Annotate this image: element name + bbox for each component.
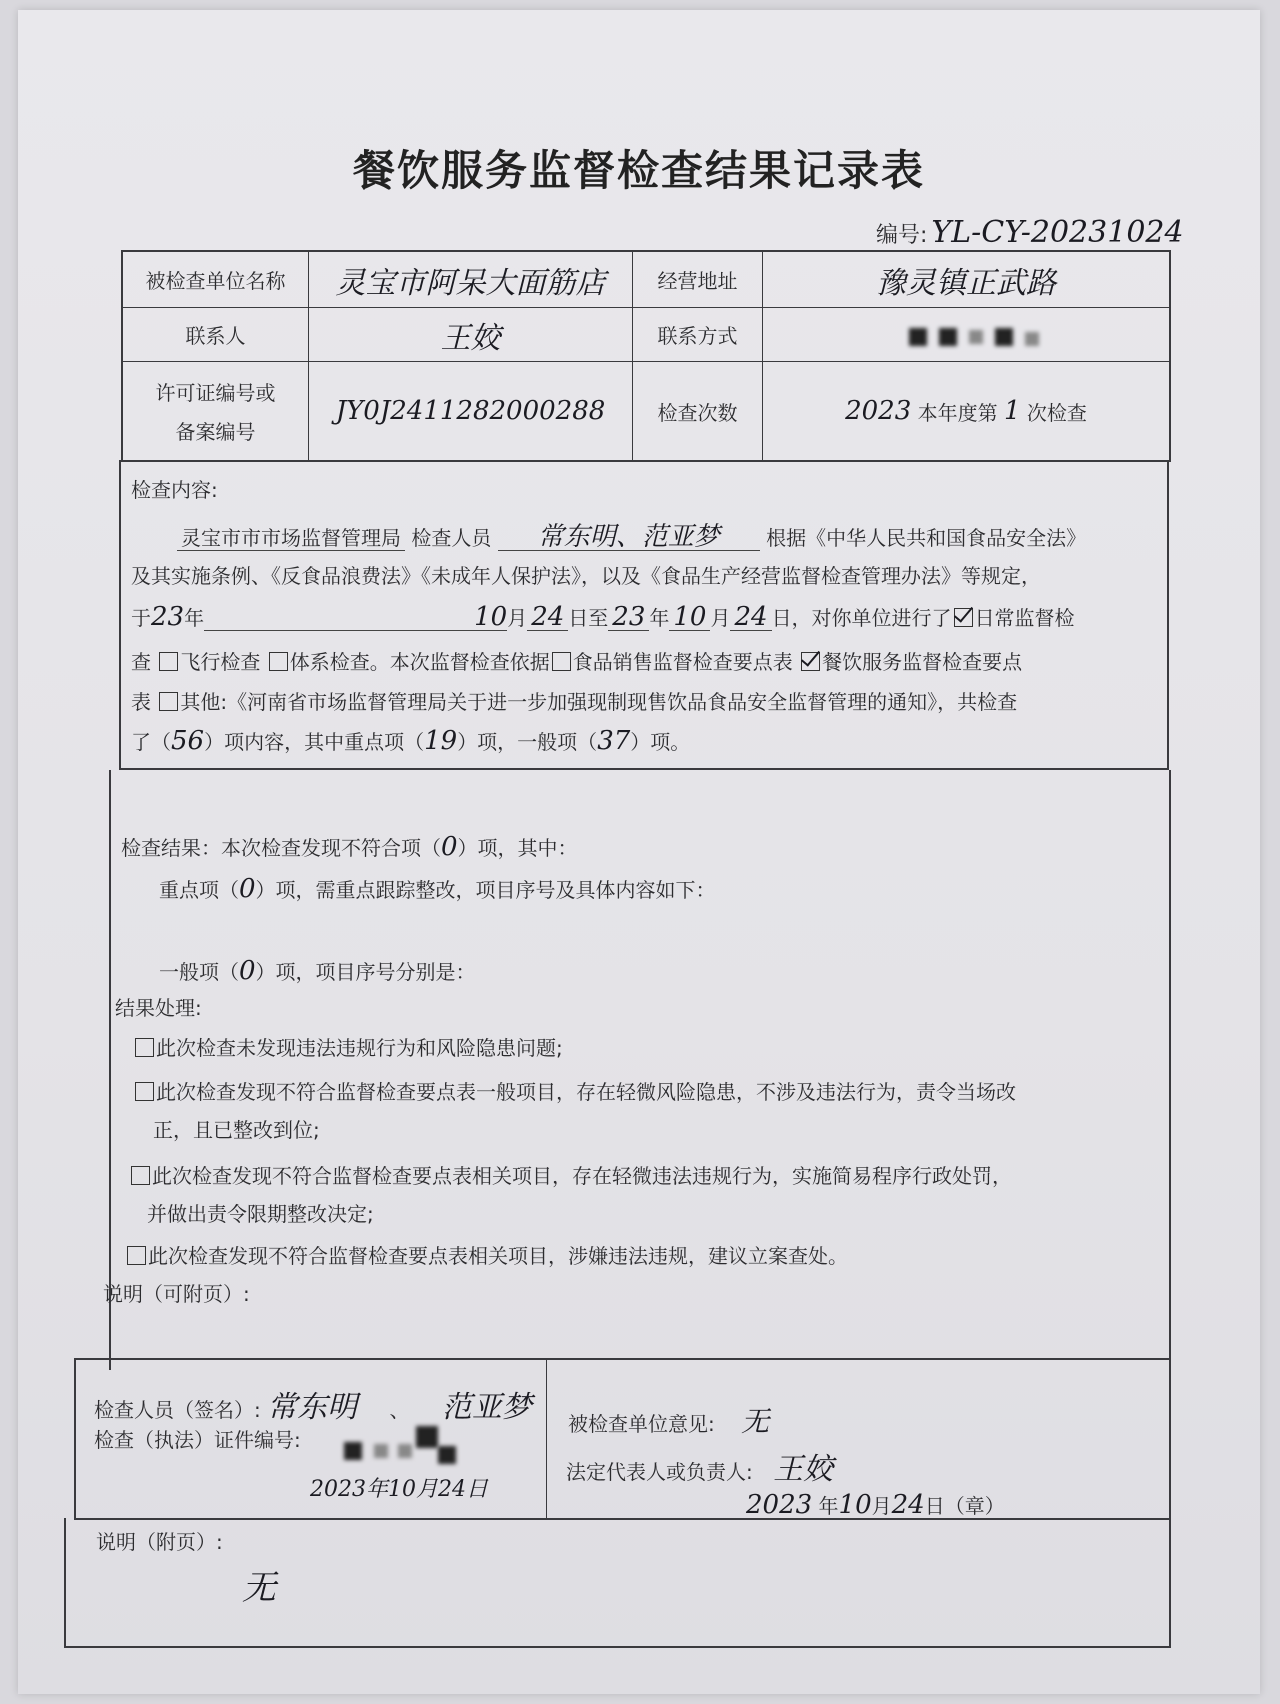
contact-label: 联系人 [123, 308, 309, 362]
phone-value-redacted [763, 308, 1169, 362]
flight-check-label: 飞行检查 [180, 650, 261, 674]
text-month-2: 月 [710, 606, 731, 630]
other-label: 其他:《河南省市场监督管理局关于进一步加强现制现售饮品食品安全监督管理的通知》，共检查 [180, 690, 1018, 714]
result-line-1 [121, 832, 578, 862]
redaction-block [438, 1446, 456, 1464]
text-general: ）项，一般项（ [457, 730, 598, 754]
start-day: 24 [531, 602, 565, 632]
general-label: 一般项（ [159, 960, 239, 984]
license-value [309, 362, 633, 460]
food-sales-label: 食品销售监督检查要点表 [572, 650, 793, 674]
license-label-line1: 许可证编号或 [155, 381, 276, 405]
footer-note-section [64, 1518, 1171, 1648]
end-month: 10 [673, 602, 707, 632]
unit-name-label: 被检查单位名称 [123, 252, 309, 308]
option-1-text: 此次检查未发现违法违规行为和风险隐患问题; [156, 1036, 563, 1060]
end-year: 23 [612, 602, 646, 632]
unit-name-text: 灵宝市阿呆大面筋店 [335, 265, 606, 301]
serial-number [876, 215, 1184, 250]
results-note: 说明（可附页）: [103, 1282, 250, 1306]
text-end: ）项。 [630, 730, 691, 754]
inspection-law: 根据《中华人民共和国食品安全法》 [766, 526, 1087, 550]
handling-option-1 [133, 1032, 563, 1061]
count-text-2: 次检查 [1026, 400, 1087, 425]
address-value [763, 252, 1169, 308]
inspection-content-section [119, 460, 1169, 770]
opinion-row [568, 1400, 769, 1440]
redaction-block [909, 328, 927, 346]
count-number: 1 [1003, 396, 1021, 426]
redaction-block [995, 328, 1013, 346]
inspector-signature-1: 常东明 [267, 1390, 358, 1425]
catering-checkbox[interactable] [801, 652, 820, 671]
license-text: JY0J2411282000288 [335, 396, 606, 426]
rep-date [746, 1490, 1005, 1520]
option-2-checkbox[interactable] [135, 1082, 154, 1101]
inspector-signature-2: 范亚梦 [441, 1390, 532, 1425]
system-check-label: 体系检查。本次监督检查依据 [289, 650, 550, 674]
redaction-block [969, 330, 983, 344]
inspection-line-3 [131, 602, 1075, 632]
text-key: ）项内容，其中重点项（ [204, 730, 425, 754]
redaction-block [398, 1444, 412, 1458]
key-items: 19 [424, 726, 458, 756]
contact-text: 王姣 [440, 320, 501, 356]
text-biao: 表 [131, 690, 151, 714]
redaction-block [374, 1444, 388, 1458]
count-text-1: 本年度第 [917, 400, 998, 425]
routine-check-checkbox[interactable] [954, 608, 973, 627]
text-le: 了（ [131, 730, 171, 754]
text-conducted: 日，对你单位进行了 [771, 606, 952, 630]
redaction-block [1025, 332, 1039, 346]
end-day: 24 [734, 602, 768, 632]
text-cha: 查 [131, 650, 151, 674]
inspection-heading: 检查内容: [131, 478, 218, 502]
license-label-line2: 备案编号 [175, 420, 256, 444]
start-year: 23 [151, 602, 185, 632]
food-sales-checkbox[interactable] [552, 652, 571, 671]
rep-date-year: 2023 [746, 1490, 813, 1520]
license-label [123, 362, 309, 460]
handling-option-3-cont: 并做出责令限期整改决定; [147, 1202, 374, 1226]
signature-divider [546, 1360, 547, 1518]
option-3-checkbox[interactable] [131, 1166, 150, 1185]
contact-value [309, 308, 633, 362]
opinion-label: 被检查单位意见: [568, 1412, 715, 1436]
count-label: 检查次数 [633, 362, 763, 460]
option-2-text: 此次检查发现不符合监督检查要点表一般项目，存在轻微风险隐患，不涉及违法行为，责令当场改 [156, 1080, 1016, 1104]
serial-label: 编号: [876, 223, 928, 248]
general-count: 0 [239, 956, 256, 986]
inspection-line-4 [131, 646, 1022, 675]
total-items: 56 [171, 726, 205, 756]
key-tail: ）项，需重点跟踪整改，项目序号及具体内容如下： [255, 878, 716, 902]
document-title: 餐饮服务监督检查结果记录表 [352, 146, 925, 195]
count-value [763, 362, 1169, 460]
address-text: 豫灵镇正武路 [876, 265, 1056, 301]
inspection-inspectors-field [498, 522, 760, 552]
address-label: 经营地址 [633, 252, 763, 308]
redaction-block [939, 328, 957, 346]
inspection-org: 灵宝市市市场监督管理局 [177, 526, 405, 551]
result-line-3 [159, 956, 476, 986]
rep-signature: 王姣 [773, 1452, 834, 1487]
handling-option-4 [125, 1240, 848, 1269]
nonconform-label: 检查结果：本次检查发现不符合项（ [121, 836, 441, 860]
key-label: 重点项（ [159, 878, 239, 902]
inspection-line-5 [131, 686, 1017, 715]
inspector-sign-row [94, 1382, 532, 1426]
nonconform-count: 0 [441, 832, 458, 862]
phone-label: 联系方式 [633, 308, 763, 362]
text-to: 日至 [568, 606, 609, 630]
cert-label: 检查（执法）证件编号: [94, 1428, 301, 1452]
redaction-block [416, 1426, 438, 1448]
text-month: 月 [507, 606, 528, 630]
other-checkbox[interactable] [159, 692, 178, 711]
inspection-inspectors-label: 检查人员 [411, 526, 492, 550]
serial-value: YL-CY-20231024 [931, 215, 1184, 250]
rep-label: 法定代表人或负责人: [566, 1460, 753, 1484]
rep-date-day-label: 日（章） [924, 1494, 1005, 1518]
inspector-date: 2023年10月24日 [310, 1477, 488, 1502]
rep-date-day: 24 [891, 1490, 925, 1520]
text-year-2: 年 [649, 606, 670, 630]
results-section [103, 770, 1171, 1370]
text-year: 年 [184, 606, 205, 630]
start-month-field [204, 602, 508, 632]
handling-option-3 [129, 1160, 1012, 1189]
inspection-line-6 [131, 726, 690, 756]
inspection-line-2: 及其实施条例、《反食品浪费法》《未成年人保护法》，以及《食品生产经营监督检查管理办法》等规定， [131, 564, 1041, 588]
system-check-checkbox[interactable] [269, 652, 288, 671]
flight-check-checkbox[interactable] [159, 652, 178, 671]
start-month: 10 [474, 602, 508, 632]
option-3-text: 此次检查发现不符合监督检查要点表相关项目，存在轻微违法违规行为，实施简易程序行政处罚， [152, 1164, 1012, 1188]
handling-option-2-cont: 正，且已整改到位; [153, 1118, 320, 1142]
rep-date-month-label: 月 [871, 1494, 892, 1518]
header-table [121, 250, 1171, 462]
rep-row [566, 1444, 833, 1488]
rep-date-year-label: 年 [818, 1494, 839, 1518]
inspector-label: 检查人员（签名）: [94, 1398, 261, 1422]
handling-heading: 结果处理: [115, 996, 202, 1020]
signature-section [74, 1358, 1171, 1520]
redaction-block [344, 1442, 362, 1460]
text-yu: 于 [131, 606, 151, 630]
footer-note-label: 说明（附页）: [96, 1530, 223, 1554]
inspection-inspectors: 常东明、范亚梦 [537, 522, 720, 552]
result-line-2 [159, 874, 716, 904]
opinion-value: 无 [741, 1405, 770, 1438]
catering-label: 餐饮服务监督检查要点 [822, 650, 1023, 674]
inspection-line-1 [177, 516, 1086, 553]
general-tail: ）项，项目序号分别是： [255, 960, 476, 984]
general-items: 37 [597, 726, 631, 756]
footer-note-value: 无 [242, 1568, 276, 1608]
option-4-checkbox[interactable] [127, 1246, 146, 1265]
unit-name-value [309, 252, 633, 308]
handling-option-2 [133, 1076, 1016, 1105]
rep-date-month: 10 [838, 1490, 872, 1520]
nonconform-tail: ）项，其中： [457, 836, 578, 860]
count-year: 2023 [845, 396, 912, 426]
inspector-signature-sep: 、 [389, 1398, 410, 1422]
document-page [18, 10, 1260, 1694]
key-count: 0 [239, 874, 256, 904]
option-1-checkbox[interactable] [135, 1038, 154, 1057]
option-4-text: 此次检查发现不符合监督检查要点表相关项目，涉嫌违法违规，建议立案查处。 [148, 1244, 848, 1268]
routine-check-label: 日常监督检 [974, 606, 1075, 630]
